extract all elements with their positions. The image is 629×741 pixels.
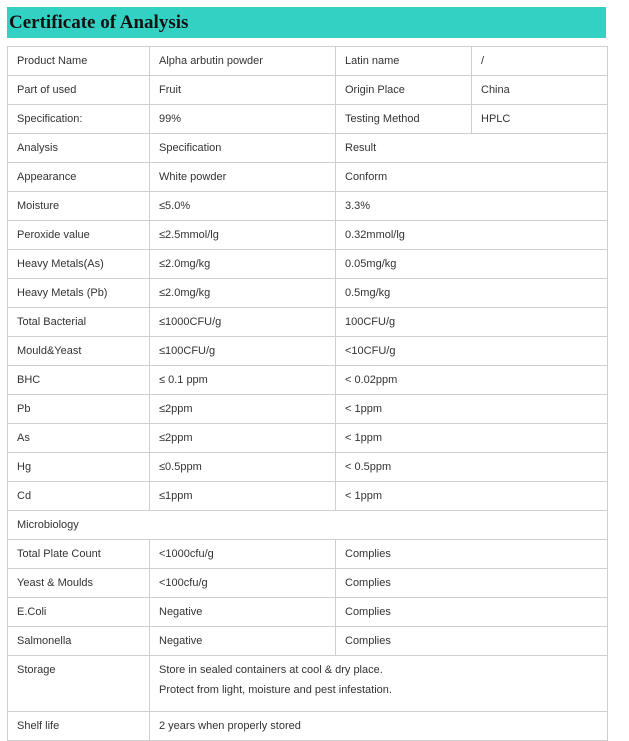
test-specification: ≤1000CFU/g: [150, 308, 336, 337]
test-name: E.Coli: [8, 598, 150, 627]
field-value: HPLC: [472, 105, 608, 134]
field-label: Part of used: [8, 76, 150, 105]
table-row: [8, 395, 608, 424]
shelf-life-row: [8, 712, 608, 741]
table-row: [8, 221, 608, 250]
storage-value: [150, 656, 608, 712]
table-row: [8, 337, 608, 366]
test-specification: White powder: [150, 163, 336, 192]
table-row: [8, 569, 608, 598]
table-row: [8, 308, 608, 337]
section-label: Microbiology: [8, 511, 608, 540]
test-specification: ≤2ppm: [150, 424, 336, 453]
field-value: 99%: [150, 105, 336, 134]
test-result: < 1ppm: [336, 395, 608, 424]
field-value: China: [472, 76, 608, 105]
test-name: Total Plate Count: [8, 540, 150, 569]
test-name: Mould&Yeast: [8, 337, 150, 366]
info-row: [8, 105, 608, 134]
table-row: [8, 192, 608, 221]
shelf-life-value: 2 years when properly stored: [150, 712, 608, 741]
test-specification: ≤2.0mg/kg: [150, 279, 336, 308]
table-row: [8, 627, 608, 656]
test-name: Appearance: [8, 163, 150, 192]
table-row: [8, 598, 608, 627]
storage-line-1: Store in sealed containers at cool & dry place.: [159, 664, 383, 676]
test-specification: ≤5.0%: [150, 192, 336, 221]
test-result: Complies: [336, 569, 608, 598]
test-specification: <1000cfu/g: [150, 540, 336, 569]
test-result: Complies: [336, 540, 608, 569]
test-name: Total Bacterial: [8, 308, 150, 337]
test-specification: <100cfu/g: [150, 569, 336, 598]
info-row: [8, 76, 608, 105]
field-value: Fruit: [150, 76, 336, 105]
table-row: [8, 540, 608, 569]
test-result: Complies: [336, 598, 608, 627]
test-result: 0.32mmol/lg: [336, 221, 608, 250]
analysis-table-body: [8, 47, 608, 741]
test-result: < 0.5ppm: [336, 453, 608, 482]
test-name: BHC: [8, 366, 150, 395]
test-result: < 0.02ppm: [336, 366, 608, 395]
test-name: Hg: [8, 453, 150, 482]
table-row: [8, 250, 608, 279]
test-specification: ≤0.5ppm: [150, 453, 336, 482]
test-name: Yeast & Moulds: [8, 569, 150, 598]
test-name: Cd: [8, 482, 150, 511]
column-header: Result: [336, 134, 608, 163]
analysis-table: [7, 46, 608, 741]
column-header: Analysis: [8, 134, 150, 163]
test-specification: ≤2.5mmol/lg: [150, 221, 336, 250]
table-row: [8, 163, 608, 192]
field-label: Testing Method: [336, 105, 472, 134]
test-name: Moisture: [8, 192, 150, 221]
test-specification: ≤2ppm: [150, 395, 336, 424]
test-name: Heavy Metals(As): [8, 250, 150, 279]
page-title: Certificate of Analysis: [7, 7, 606, 38]
test-result: 3.3%: [336, 192, 608, 221]
test-name: Pb: [8, 395, 150, 424]
microbiology-section-row: [8, 511, 608, 540]
table-row: [8, 366, 608, 395]
test-specification: ≤2.0mg/kg: [150, 250, 336, 279]
test-result: <10CFU/g: [336, 337, 608, 366]
field-label: Specification:: [8, 105, 150, 134]
field-label: Origin Place: [336, 76, 472, 105]
test-result: 100CFU/g: [336, 308, 608, 337]
field-value: Alpha arbutin powder: [150, 47, 336, 76]
test-result: 0.05mg/kg: [336, 250, 608, 279]
table-row: [8, 424, 608, 453]
test-name: Salmonella: [8, 627, 150, 656]
column-header: Specification: [150, 134, 336, 163]
test-name: As: [8, 424, 150, 453]
shelf-life-label: Shelf life: [8, 712, 150, 741]
storage-label: Storage: [8, 656, 150, 712]
test-name: Heavy Metals (Pb): [8, 279, 150, 308]
test-name: Peroxide value: [8, 221, 150, 250]
analysis-header-row: [8, 134, 608, 163]
field-label: Latin name: [336, 47, 472, 76]
storage-row: [8, 656, 608, 712]
test-specification: ≤ 0.1 ppm: [150, 366, 336, 395]
field-label: Product Name: [8, 47, 150, 76]
test-result: 0.5mg/kg: [336, 279, 608, 308]
test-specification: Negative: [150, 627, 336, 656]
field-value: /: [472, 47, 608, 76]
test-result: < 1ppm: [336, 482, 608, 511]
table-row: [8, 279, 608, 308]
test-specification: ≤100CFU/g: [150, 337, 336, 366]
info-row: [8, 47, 608, 76]
test-specification: ≤1ppm: [150, 482, 336, 511]
test-result: < 1ppm: [336, 424, 608, 453]
test-specification: Negative: [150, 598, 336, 627]
storage-line-2: Protect from light, moisture and pest infestation.: [159, 684, 392, 696]
test-result: Conform: [336, 163, 608, 192]
table-row: [8, 453, 608, 482]
test-result: Complies: [336, 627, 608, 656]
table-row: [8, 482, 608, 511]
